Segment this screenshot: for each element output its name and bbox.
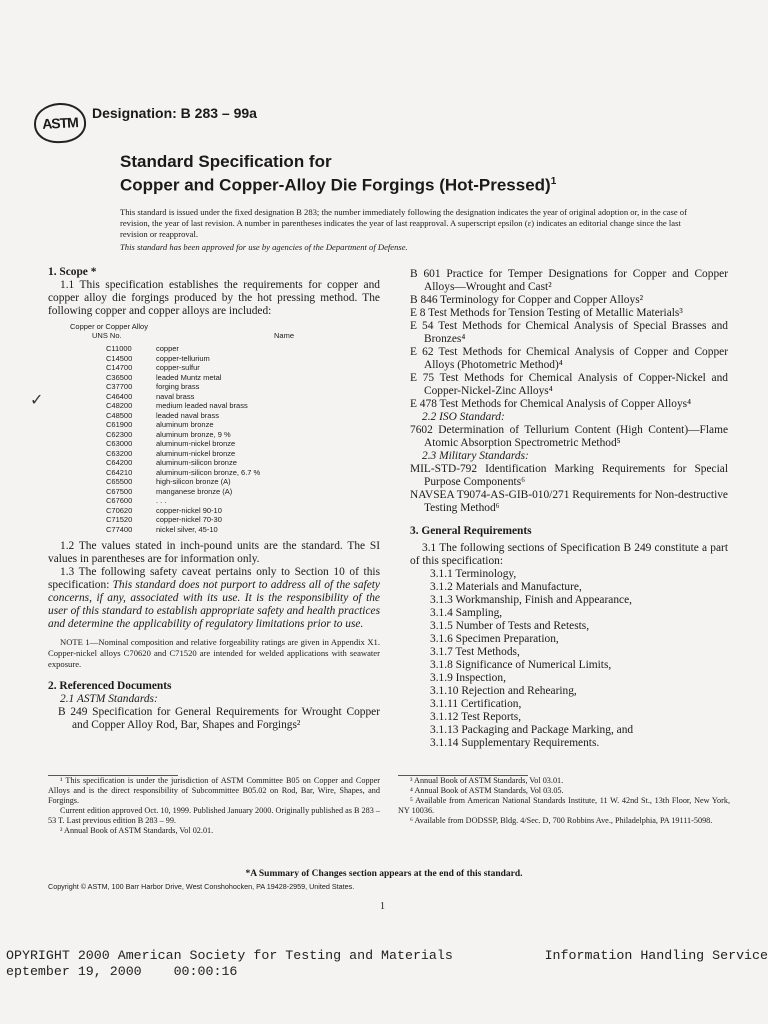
alloy-uns: C36500 — [106, 372, 133, 382]
military-standards-list — [410, 463, 728, 515]
alloy-uns: C63200 — [106, 448, 133, 458]
alloy-row — [48, 344, 380, 354]
alloy-col1-header-a: Copper or Copper Alloy — [70, 322, 148, 331]
astm-ref-list-left — [48, 706, 380, 732]
footnotes-left — [48, 775, 380, 836]
alloy-row — [48, 382, 380, 392]
title-line-1: Standard Specification for — [120, 152, 332, 171]
alloy-uns: C37700 — [106, 382, 133, 391]
alloy-uns: C62300 — [106, 429, 133, 439]
alloy-name: aluminum bronze — [156, 420, 214, 429]
footnote-item: ² Annual Book of ASTM Standards, Vol 02.01. — [60, 826, 214, 835]
standard-notice: This standard is issued under the fixed designation B 283; the number immediately following the designation indicates the year of original adoption or, in the case of revision, the year of last revision. A number in parentheses indicates the year of last reapproval. A superscript epsilon (ε) indicates an editorial change since the last revision or reapproval. — [120, 207, 687, 239]
scope-p1: 1.1 This specification establishes the requirements for copper and copper alloy die forgings produced by the hot pressing method. The following copper and copper alloys are included: — [48, 279, 380, 317]
astm-ref-item: B 601 Practice for Temper Designations for Copper and Copper Alloys—Wrought and Cast² — [410, 268, 728, 293]
alloy-uns: C64210 — [106, 467, 133, 477]
scan-footer — [6, 948, 768, 980]
military-standard-item: NAVSEA T9074-AS-GIB-010/271 Requirements for Non-destructive Testing Method⁶ — [410, 489, 728, 514]
footnote-item: ¹ This specification is under the jurisdiction of ASTM Committee B05 on Copper and Copper Alloys and is the direct responsibility of Subcommittee B05.02 on Rod, Bar, Wire, Shapes, and Forgings. — [48, 776, 380, 805]
general-requirement-item: 3.1.8 Significance of Numerical Limits, — [430, 659, 612, 671]
alloy-row — [48, 468, 380, 478]
copyright-line: Copyright © ASTM, 100 Barr Harbor Drive, West Conshohocken, PA 19428-2959, United States. — [48, 882, 355, 891]
alloy-row — [48, 373, 380, 383]
alloy-uns: C67500 — [106, 486, 133, 496]
general-requirement-item: 3.1.10 Rejection and Rehearing, — [430, 685, 577, 697]
general-requirements-list — [410, 568, 728, 750]
page-number: 1 — [380, 901, 385, 912]
alloy-name: aluminum bronze, 9 % — [156, 429, 231, 439]
alloy-name: aluminum-silicon bronze, 6.7 % — [156, 467, 261, 477]
alloy-name: aluminum-nickel bronze — [156, 439, 236, 448]
alloy-name: manganese bronze (A) — [156, 486, 233, 496]
alloy-row — [48, 411, 380, 421]
general-intro: 3.1 The following sections of Specification B 249 constitute a part of this specification: — [410, 542, 728, 567]
general-requirement-item: 3.1.7 Test Methods, — [430, 646, 520, 658]
alloy-name: copper — [156, 344, 179, 353]
refs-heading: 2. Referenced Documents — [48, 680, 172, 692]
alloy-row — [48, 392, 380, 402]
note-1: NOTE 1—Nominal composition and relative forgeability ratings are given in Appendix X1. Copper-nickel alloys C70620 and C71520 are intended for welded applications with seawater exposure. — [48, 637, 380, 669]
footnotes-right — [398, 775, 730, 826]
alloy-col2-header: Name — [274, 331, 295, 340]
alloy-row — [48, 515, 380, 525]
summary-note: *A Summary of Changes section appears at the end of this standard. — [245, 869, 523, 879]
astm-ref-list-right — [410, 268, 728, 411]
general-requirement-item: 3.1.12 Test Reports, — [430, 711, 522, 723]
general-requirement-item: 3.1.3 Workmanship, Finish and Appearance, — [430, 594, 632, 606]
right-column — [410, 268, 728, 750]
military-standard-item: MIL-STD-792 Identification Marking Requirements for Special Purpose Components⁶ — [410, 463, 728, 488]
alloy-name: copper-tellurium — [156, 353, 210, 363]
iso-7602: 7602 Determination of Tellurium Content (High Content)—Flame Atomic Absorption Spectrometric Method⁵ — [410, 424, 728, 449]
general-requirement-item: 3.1.11 Certification, — [430, 698, 522, 710]
astm-ref-item: E 478 Test Methods for Chemical Analysis of Copper Alloys⁴ — [410, 398, 692, 410]
designation: Designation: B 283 – 99a — [92, 105, 257, 121]
footnote-item: ³ Annual Book of ASTM Standards, Vol 03.01. — [410, 776, 564, 785]
alloy-table-header — [48, 322, 380, 342]
general-requirement-item: 3.1.9 Inspection, — [430, 672, 506, 684]
logo-text: ASTM — [41, 114, 79, 132]
refs-2-1: 2.1 ASTM Standards: — [60, 693, 158, 705]
general-requirement-item: 3.1.4 Sampling, — [430, 607, 503, 619]
alloy-name: medium leaded naval brass — [156, 401, 248, 410]
footnote-item: ⁴ Annual Book of ASTM Standards, Vol 03.05. — [410, 786, 564, 795]
footer-line-2 — [6, 964, 768, 980]
alloy-uns: C48500 — [106, 410, 133, 420]
alloy-name: naval brass — [156, 391, 195, 401]
scope-p3-caveat: This standard does not purport to address all of the safety concerns, if any, associated with its use. It is the responsibility of the user of this standard to establish appropriate safety and health practices and determine the applicability of regulatory limitations prior to use. — [48, 579, 380, 630]
alloy-uns: C14500 — [106, 353, 133, 363]
alloy-name: copper-nickel 90-10 — [156, 505, 222, 515]
alloy-uns: C67600 — [106, 496, 133, 505]
footer-copyright: OPYRIGHT 2000 American Society for Testing and Materials — [6, 948, 453, 963]
astm-ref-item: E 54 Test Methods for Chemical Analysis of Special Brasses and Bronzes⁴ — [410, 320, 728, 345]
alloy-row — [48, 363, 380, 373]
footer-timestamp: eptember 19, 2000 00:00:16 — [6, 964, 238, 979]
astm-ref-item: E 8 Test Methods for Tension Testing of Metallic Materials³ — [410, 307, 683, 319]
astm-ref-item: B 846 Terminology for Copper and Copper Alloys² — [410, 294, 644, 306]
alloy-uns: C65500 — [106, 477, 133, 486]
general-requirement-item: 3.1.5 Number of Tests and Retests, — [430, 620, 590, 632]
scope-p3 — [48, 566, 380, 631]
general-requirement-item: 3.1.6 Specimen Preparation, — [430, 633, 559, 645]
alloy-uns: C70620 — [106, 505, 133, 515]
alloy-uns: C46400 — [106, 391, 133, 401]
astm-logo — [33, 102, 87, 145]
alloy-row — [48, 401, 380, 411]
alloy-uns: C63000 — [106, 439, 133, 448]
alloy-row — [48, 477, 380, 487]
astm-ref-item: E 75 Test Methods for Chemical Analysis of Copper-Nickel and Copper-Nickel-Zinc Alloys⁴ — [410, 372, 728, 397]
alloy-row — [48, 496, 380, 506]
title-line-2-text: Copper and Copper-Alloy Die Forgings (Hot-Pressed) — [120, 175, 551, 195]
alloy-row — [48, 506, 380, 516]
footnote-item: Current edition approved Oct. 10, 1999. Published January 2000. Originally published as B 283 – 53 T. Last previous edition B 283 – 99. — [48, 806, 380, 825]
title-line-2 — [120, 172, 556, 196]
alloy-row — [48, 439, 380, 449]
alloy-name: leaded naval brass — [156, 410, 219, 420]
general-heading: 3. General Requirements — [410, 525, 532, 537]
scope-p2: 1.2 The values stated in inch-pound units are the standard. The SI values in parentheses are for information only. — [48, 540, 380, 565]
alloy-row — [48, 430, 380, 440]
alloy-row — [48, 449, 380, 459]
alloy-name: high-silicon bronze (A) — [156, 477, 231, 486]
alloy-row — [48, 525, 380, 535]
alloy-row — [48, 458, 380, 468]
dod-approval: This standard has been approved for use by agencies of the Department of Defense. — [120, 242, 408, 252]
alloy-table — [48, 344, 380, 534]
scope-p3-lead: 1.3 The following safety caveat pertains only to Section 10 of this specification: — [48, 566, 380, 591]
alloy-name: nickel silver, 45-10 — [156, 524, 218, 534]
general-requirement-item: 3.1.13 Packaging and Package Marking, and — [430, 724, 634, 736]
alloy-name: aluminum-silicon bronze — [156, 458, 237, 467]
alloy-uns: C48200 — [106, 401, 133, 410]
alloy-name: aluminum-nickel bronze — [156, 448, 236, 458]
alloy-col1-header-b: UNS No. — [92, 331, 122, 340]
alloy-uns: C64200 — [106, 458, 133, 467]
alloy-row — [48, 354, 380, 364]
alloy-name: leaded Muntz metal — [156, 372, 222, 382]
footer-service: Information Handling Service — [544, 948, 768, 963]
footnote-item: ⁶ Available from DODSSP, Bldg. 4/Sec. D, 700 Robbins Ave., Philadelphia, PA 19111-5098. — [410, 816, 713, 825]
footnotes-left-list — [48, 776, 380, 836]
alloy-name: . . . — [156, 496, 167, 505]
alloy-name: copper-sulfur — [156, 363, 200, 372]
general-requirement-item: 3.1.14 Supplementary Requirements. — [430, 737, 600, 749]
title-footnote-mark: 1 — [550, 176, 557, 187]
left-column — [48, 266, 380, 732]
handwritten-check-icon: ✓ — [30, 392, 44, 409]
alloy-name: copper-nickel 70-30 — [156, 515, 222, 524]
alloy-row — [48, 487, 380, 497]
alloy-uns: C61900 — [106, 420, 133, 429]
footnotes-right-list — [398, 776, 730, 826]
document-title — [120, 152, 556, 196]
alloy-name: forging brass — [156, 382, 200, 391]
refs-2-3: 2.3 Military Standards: — [422, 450, 529, 462]
alloy-uns: C14700 — [106, 363, 133, 372]
general-requirement-item: 3.1.2 Materials and Manufacture, — [430, 581, 582, 593]
alloy-row — [48, 420, 380, 430]
ref-b249: B 249 Specification for General Requirements for Wrought Copper and Copper Alloy Rod, Bar, Shapes and Forgings² — [58, 706, 380, 731]
footer-line-1 — [6, 948, 768, 964]
alloy-uns: C77400 — [106, 524, 133, 534]
refs-2-2: 2.2 ISO Standard: — [422, 411, 505, 423]
alloy-uns: C71520 — [106, 515, 133, 524]
footnote-item: ⁵ Available from American National Standards Institute, 11 W. 42nd St., 13th Floor, New York, NY 10036. — [398, 796, 730, 815]
alloy-uns: C11000 — [106, 344, 132, 353]
scope-heading: 1. Scope * — [48, 266, 97, 278]
general-requirement-item: 3.1.1 Terminology, — [430, 568, 517, 580]
astm-ref-item: E 62 Test Methods for Chemical Analysis of Copper and Copper Alloys (Photometric Method)⁴ — [410, 346, 728, 371]
